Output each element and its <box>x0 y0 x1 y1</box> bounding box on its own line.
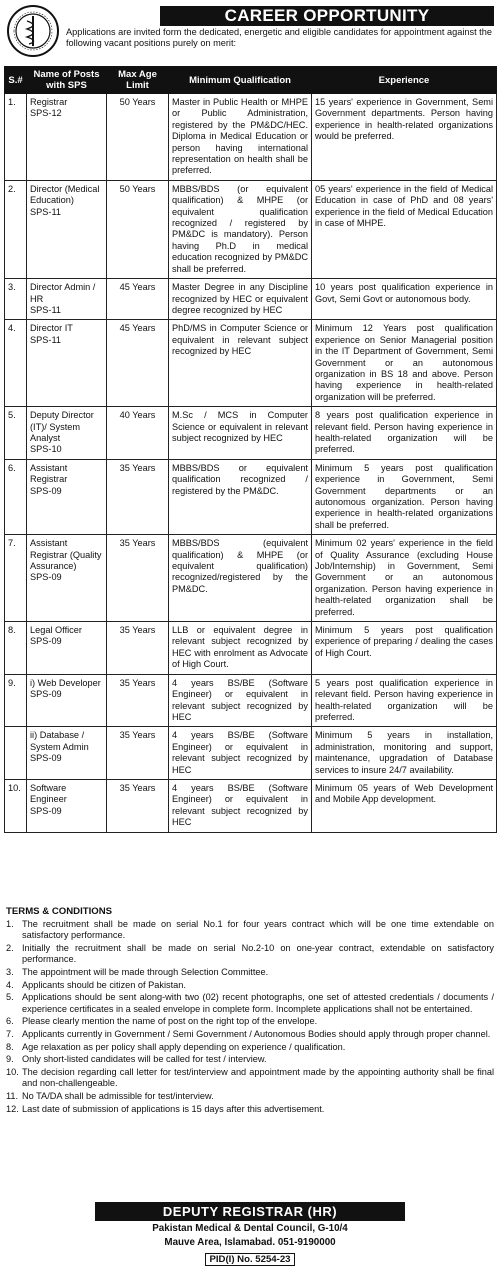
table-row <box>5 727 497 780</box>
terms-number: 11. <box>6 1091 19 1102</box>
organization-name: Pakistan Medical & Dental Council, G-10/4 <box>152 1223 348 1234</box>
terms-text: Please clearly mention the name of post on the right top of the envelope. <box>22 1016 318 1027</box>
experience-cell: 8 years post qualification experience in relevant field. Person having experience in health-related organization will be preferred. <box>312 407 497 460</box>
terms-number: 1. <box>6 919 14 930</box>
serial-cell: 2. <box>5 180 27 278</box>
terms-number: 9. <box>6 1054 14 1065</box>
age-cell: 50 Years <box>107 180 169 278</box>
table-header <box>5 67 497 94</box>
header <box>0 0 500 64</box>
qualification-cell: MBBS/BDS (or equivalent qualification) & MHPE (or equivalent qualification recognized / registered by PM&DC is mandatory). Person having Ph.D in medical education recognized by PM&DC shall be preferred. <box>169 180 312 278</box>
terms-number: 4. <box>6 979 14 990</box>
qualification-cell: 4 years BS/BE (Software Engineer) or equivalent in relevant subject recognized by HEC <box>169 779 312 832</box>
table-row <box>5 535 497 622</box>
post-cell: Assistant Registrar (Quality Assurance) SPS-09 <box>27 535 107 622</box>
age-cell: 35 Years <box>107 622 169 675</box>
terms-number: 8. <box>6 1041 14 1052</box>
qualification-cell: 4 years BS/BE (Software Engineer) or equivalent in relevant subject recognized by HEC <box>169 674 312 727</box>
table-row <box>5 622 497 675</box>
terms-item <box>6 967 494 978</box>
serial-cell: 5. <box>5 407 27 460</box>
experience-cell: Minimum 5 years post qualification experience in Government, Semi Government departments or an autonomous organization. Person having experience in health-related organizations shall be preferred. <box>312 459 497 534</box>
age-cell: 35 Years <box>107 727 169 780</box>
table-row <box>5 279 497 320</box>
terms-text: Age relaxation as per policy shall apply depending on experience / qualification. <box>22 1041 346 1052</box>
terms-number: 2. <box>6 943 14 954</box>
serial-cell <box>5 727 27 780</box>
page-title: CAREER OPPORTUNITY <box>160 6 494 26</box>
terms-item <box>6 992 494 1014</box>
age-cell: 40 Years <box>107 407 169 460</box>
age-cell: 45 Years <box>107 279 169 320</box>
table-row <box>5 94 497 181</box>
serial-cell: 9. <box>5 674 27 727</box>
terms-number: 3. <box>6 967 14 978</box>
terms-text: Last date of submission of applications is 15 days after this advertisement. <box>22 1103 325 1114</box>
terms-text: The decision regarding call letter for test/interview and appointment made by the appointing authority shall be final and non-challengeable. <box>22 1067 494 1089</box>
header-age: Max Age Limit <box>107 67 169 94</box>
post-cell: Software Engineer SPS-09 <box>27 779 107 832</box>
terms-item <box>6 1104 494 1115</box>
table-row <box>5 180 497 278</box>
age-cell: 35 Years <box>107 535 169 622</box>
signatory-designation: DEPUTY REGISTRAR (HR) <box>95 1202 405 1221</box>
post-cell: Registrar SPS-12 <box>27 94 107 181</box>
header-qualification: Minimum Qualification <box>169 67 312 94</box>
age-cell: 35 Years <box>107 779 169 832</box>
header-serial: S.# <box>5 67 27 94</box>
table-row <box>5 459 497 534</box>
post-cell: Director Admin / HR SPS-11 <box>27 279 107 320</box>
terms-item <box>6 1016 494 1027</box>
terms-item <box>6 980 494 991</box>
table-row <box>5 407 497 460</box>
council-seal-icon <box>6 4 60 58</box>
terms-number: 10. <box>6 1067 19 1078</box>
serial-cell: 3. <box>5 279 27 320</box>
experience-cell: 5 years post qualification experience in relevant field. Person having experience in health-related organization will be preferred. <box>312 674 497 727</box>
post-cell: Director (Medical Education) SPS-11 <box>27 180 107 278</box>
terms-item <box>6 1054 494 1065</box>
post-cell: Deputy Director (IT)/ System Analyst SPS-10 <box>27 407 107 460</box>
terms-item <box>6 943 494 965</box>
table-row <box>5 674 497 727</box>
terms-item <box>6 919 494 941</box>
pid-number: PID(I) No. 5254-23 <box>205 1253 294 1266</box>
serial-cell: 7. <box>5 535 27 622</box>
experience-cell: Minimum 12 Years post qualification experience on Senior Managerial position in the IT Department of Government, Semi Government or an autonomous organization in BS 18 and above. Person having experience in health-related organization will be preferred. <box>312 320 497 407</box>
experience-cell: Minimum 05 years of Web Development and Mobile App development. <box>312 779 497 832</box>
serial-cell: 8. <box>5 622 27 675</box>
age-cell: 45 Years <box>107 320 169 407</box>
qualification-cell: MBBS/BDS (equivalent qualification) & MHPE (or equivalent qualification) recognized/registered by the PM&DC. <box>169 535 312 622</box>
serial-cell: 4. <box>5 320 27 407</box>
qualification-cell: M.Sc / MCS in Computer Science or equivalent in relevant subject recognized by HEC <box>169 407 312 460</box>
terms-number: 6. <box>6 1016 14 1027</box>
experience-cell: Minimum 5 years post qualification experience of preparing / dealing the cases of High Court. <box>312 622 497 675</box>
post-cell: ii) Database / System Admin SPS-09 <box>27 727 107 780</box>
qualification-cell: MBBS/BDS or equivalent qualification recognized / registered by the PM&DC. <box>169 459 312 534</box>
age-cell: 35 Years <box>107 674 169 727</box>
qualification-cell: 4 years BS/BE (Software Engineer) or equivalent in relevant subject recognized by HEC <box>169 727 312 780</box>
vacancies-table <box>4 66 497 833</box>
header-post: Name of Posts with SPS <box>27 67 107 94</box>
qualification-cell: Master in Public Health or MHPE or Public Administration, registered by the PM&DC/HEC. Diploma in Medical Education or person having international representation on health shall be preferred. <box>169 94 312 181</box>
terms-text: Applicants currently in Government / Semi Government / Autonomous Bodies should apply through proper channel. <box>22 1029 491 1040</box>
terms-text: Applications should be sent along-with two (02) recent photographs, one set of attested credentials / documents / experience certificates in a sealed envelope in complete form. Incomplete applications shall not be entertained. <box>22 992 494 1014</box>
terms-text: The recruitment shall be made on serial No.1 for four years contract which will be one time extendable on satisfactory performance. <box>22 919 494 941</box>
serial-cell: 10. <box>5 779 27 832</box>
age-cell: 50 Years <box>107 94 169 181</box>
organization-address: Mauve Area, Islamabad. 051-9190000 <box>164 1237 336 1248</box>
experience-cell: Minimum 5 years in installation, administration, monitoring and support, maintenance, upgradation of Database services to insure 24/7 availability. <box>312 727 497 780</box>
terms-number: 12. <box>6 1103 19 1114</box>
terms-item <box>6 1091 494 1102</box>
terms-text: The appointment will be made through Selection Committee. <box>22 967 269 978</box>
post-cell: Director IT SPS-11 <box>27 320 107 407</box>
serial-cell: 6. <box>5 459 27 534</box>
serial-cell: 1. <box>5 94 27 181</box>
qualification-cell: LLB or equivalent degree in relevant subject recognized by HEC with enrolment as Advocate of High Court. <box>169 622 312 675</box>
terms-item <box>6 1029 494 1040</box>
header-experience: Experience <box>312 67 497 94</box>
terms-text: Initially the recruitment shall be made on serial No.2-10 on one-year contract, extendable on satisfactory performance. <box>22 943 494 965</box>
terms-item <box>6 1042 494 1053</box>
terms-text: No TA/DA shall be admissible for test/interview. <box>22 1091 214 1102</box>
terms-item <box>6 1067 494 1089</box>
post-cell: i) Web Developer SPS-09 <box>27 674 107 727</box>
experience-cell: 05 years' experience in the field of Medical Education in case of PhD and 08 years' experience in the field of Medical Education in case of MHPE. <box>312 180 497 278</box>
qualification-cell: PhD/MS in Computer Science or equivalent in relevant subject recognized by HEC <box>169 320 312 407</box>
intro-text: Applications are invited form the dedicated, energetic and eligible candidates for appointment against the following vacant positions purely on merit: <box>66 27 492 48</box>
experience-cell: 15 years' experience in Government, Semi Government departments. Person having experience in health-related organizations would be preferred. <box>312 94 497 181</box>
terms-text: Only short-listed candidates will be called for test / interview. <box>22 1054 267 1065</box>
age-cell: 35 Years <box>107 459 169 534</box>
terms-text: Applicants should be citizen of Pakistan. <box>22 979 186 990</box>
terms-section <box>6 906 494 1116</box>
terms-list <box>6 919 494 1115</box>
terms-heading: TERMS & CONDITIONS <box>6 906 113 917</box>
terms-number: 5. <box>6 992 14 1003</box>
footer <box>0 1202 500 1267</box>
post-cell: Legal Officer SPS-09 <box>27 622 107 675</box>
experience-cell: 10 years post qualification experience in Govt, Semi Govt or autonomous body. <box>312 279 497 320</box>
qualification-cell: Master Degree in any Discipline recognized by HEC or equivalent degree recognized by HEC <box>169 279 312 320</box>
experience-cell: Minimum 02 years' experience in the field of Quality Assurance (excluding House Job/Internship) in Government, Semi Government or an autonomous organization. Person having experience in health-related organization shall be preferred. <box>312 535 497 622</box>
table-row <box>5 779 497 832</box>
post-cell: Assistant Registrar SPS-09 <box>27 459 107 534</box>
terms-number: 7. <box>6 1029 14 1040</box>
table-row <box>5 320 497 407</box>
